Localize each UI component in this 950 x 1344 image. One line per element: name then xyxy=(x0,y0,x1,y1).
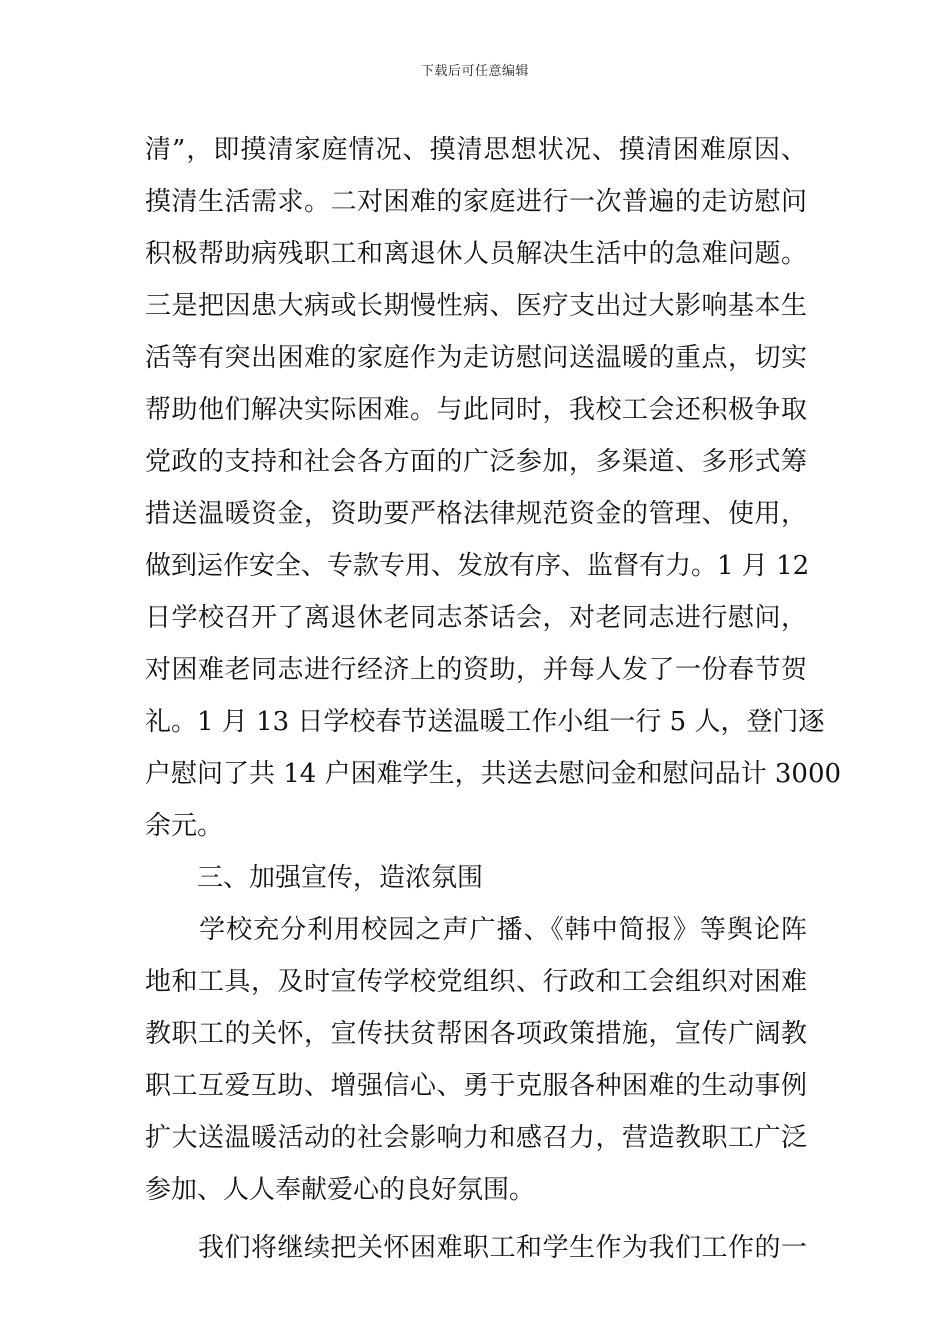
text-line: 地和工具，及时宣传学校党组织、行政和工会组织对困难 xyxy=(145,967,807,997)
text-line: 参加、人人奉献爱心的良好氛围。 xyxy=(145,1175,536,1205)
text-line: 做到运作安全、专款专用、发放有序、监督有力。1 月 12 xyxy=(145,551,810,581)
text-line: 职工互爱互助、增强信心、勇于克服各种困难的生动事例 xyxy=(145,1071,807,1101)
section-heading: 三、加强宣传，造浓氛围 xyxy=(145,863,484,893)
text-line: 教职工的关怀，宣传扶贫帮困各项政策措施，宣传广阔教 xyxy=(145,1019,807,1049)
text-line: 我们将继续把关怀困难职工和学生作为我们工作的一 xyxy=(145,1233,807,1263)
text-line: 扩大送温暖活动的社会影响力和感召力，营造教职工广泛 xyxy=(145,1123,807,1153)
text-line: 帮助他们解决实际困难。与此同时，我校工会还积极争取 xyxy=(145,395,807,425)
text-line: 户慰问了共 14 户困难学生，共送去慰问金和慰问品计 3000 xyxy=(145,759,842,789)
text-line: 学校充分利用校园之声广播、《韩中简报》等舆论阵 xyxy=(145,915,807,945)
text-line: 三是把因患大病或长期慢性病、医疗支出过大影响基本生 xyxy=(145,291,807,321)
text-line: 清”，即摸清家庭情况、摸清思想状况、摸清困难原因、 xyxy=(145,135,807,165)
text-line: 活等有突出困难的家庭作为走访慰问送温暖的重点，切实 xyxy=(145,343,807,373)
document-body xyxy=(145,128,842,1278)
text-line: 措送温暖资金，资助要严格法律规范资金的管理、使用， xyxy=(145,499,807,529)
text-line: 余元。 xyxy=(145,811,224,841)
text-line: 党政的支持和社会各方面的广泛参加，多渠道、多形式筹 xyxy=(145,447,807,477)
text-line: 礼。1 月 13 日学校春节送温暖工作小组一行 5 人，登门逐 xyxy=(145,707,825,737)
page-header: 下载后可任意编辑 xyxy=(420,64,529,79)
text-line: 积极帮助病残职工和离退休人员解决生活中的急难问题。 xyxy=(145,239,807,269)
text-line: 摸清生活需求。二对困难的家庭进行一次普遍的走访慰问 xyxy=(145,187,807,217)
text-line: 对困难老同志进行经济上的资助，并每人发了一份春节贺 xyxy=(145,655,807,685)
text-line: 日学校召开了离退休老同志茶话会，对老同志进行慰问， xyxy=(145,603,807,633)
